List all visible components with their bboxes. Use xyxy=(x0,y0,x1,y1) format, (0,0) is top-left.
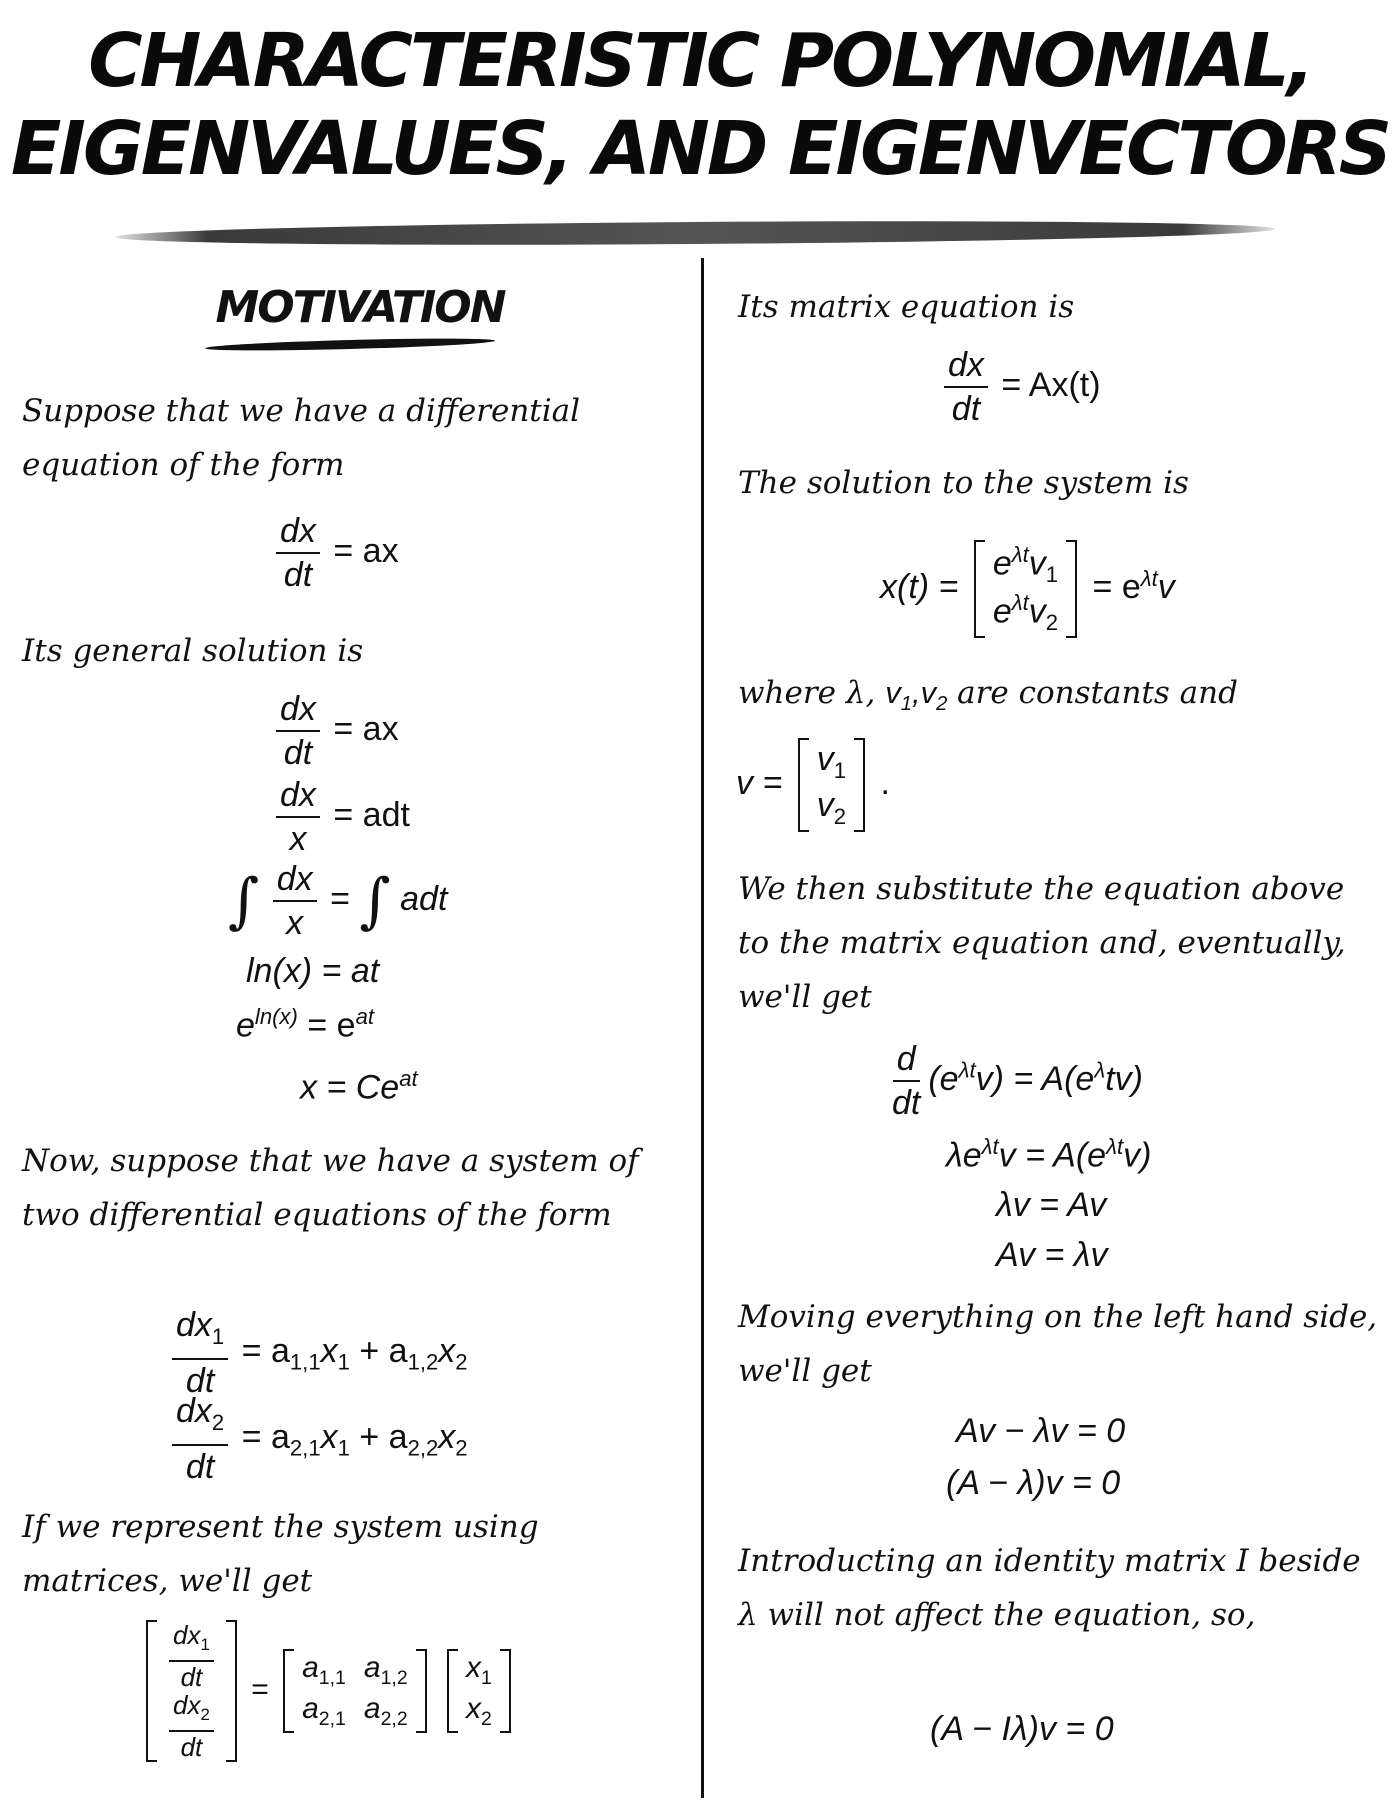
right-paragraph-2: The solution to the system is xyxy=(738,465,1189,501)
matrix-system: $\frac{dx_1}{dt}$ $\frac{dx_2}{dt}$ = $a_{1,1}$ $a_{1,2}$ $a_{2,1}$ $a_{2,2}$ $x_1$ $x_2$ xyxy=(140,1620,517,1762)
title-line-1: CHARACTERISTIC POLYNOMIAL, xyxy=(88,18,1312,104)
system-solution: x(t) = $e^{\lambda t}v_1$ $e^{\lambda t}v_2$ = $e^{\lambda t}v$ xyxy=(880,540,1175,638)
solution-step-6: $x = Ce^{at}$ xyxy=(300,1066,418,1107)
page-title xyxy=(0,18,1400,194)
coefficient-matrix: $a_{1,1}$ $a_{1,2}$ $a_{2,1}$ $a_{2,2}$ xyxy=(283,1649,427,1733)
equation-dx-dt-ax: $\frac{dx}{dt}$ = ax xyxy=(272,512,399,594)
left-paragraph-4: If we represent the system using matrices, we'll get xyxy=(22,1509,539,1599)
left-paragraph-3: Now, suppose that we have a system of two differential equations of the form xyxy=(22,1143,639,1233)
title-brush-underline xyxy=(115,218,1275,248)
derivation-line-3: λv = Av xyxy=(996,1186,1107,1224)
right-paragraph-5: Moving everything on the left hand side, we'll get xyxy=(738,1299,1378,1389)
derivation-line-4: Av = λv xyxy=(996,1236,1108,1274)
column-divider xyxy=(701,258,704,1798)
left-paragraph-2: Its general solution is xyxy=(22,633,364,669)
x-vector: $x_1$ $x_2$ xyxy=(447,1649,511,1733)
solution-step-4: ln(x) = at xyxy=(246,952,380,990)
rearranged-equation-2: (A − λ)v = 0 xyxy=(946,1464,1121,1502)
eigen-equation: (A − Iλ)v = 0 xyxy=(930,1710,1114,1748)
rearranged-equation-1: Av − λv = 0 xyxy=(956,1412,1126,1450)
right-paragraph-1: Its matrix equation is xyxy=(738,289,1075,325)
solution-step-1: $\frac{dx}{dt}$ = ax xyxy=(272,690,399,772)
right-paragraph-4: We then substitute the equation above to the matrix equation and, eventually, we'll get xyxy=(738,871,1346,1015)
derivative-vector: $\frac{dx_1}{dt}$ $\frac{dx_2}{dt}$ xyxy=(146,1620,237,1762)
derivation-line-1: $\frac{d}{dt}$ $(e^{\lambda t}v) = A(e^\lambda tv)$ xyxy=(892,1040,1143,1122)
system-equation-1: $\frac{dx_1}{dt}$ = $a_{1,1}x_1 + a_{1,2}x_2$ xyxy=(168,1306,468,1400)
solution-step-2: $\frac{dx}{x}$ = adt xyxy=(272,776,410,858)
right-paragraph-6: Introducting an identity matrix I beside λ will not affect the equation, so, xyxy=(738,1543,1361,1633)
solution-step-3: ∫ $\frac{dx}{x}$ = ∫ adt xyxy=(228,860,448,942)
matrix-equation: $\frac{dx}{dt}$ = Ax(t) xyxy=(940,346,1101,428)
v-vector-definition: v = $v_1$ $v_2$ . xyxy=(736,738,890,832)
section-heading-motivation: MOTIVATION xyxy=(215,282,505,333)
solution-step-5: $e^{ln(x)} = e^{at}$ xyxy=(236,1004,374,1045)
left-paragraph-1: Suppose that we have a differential equation of the form xyxy=(22,393,581,483)
derivation-line-2: $\lambda e^{\lambda t}v = A(e^{\lambda t}v)$ xyxy=(946,1134,1152,1175)
system-equation-2: $\frac{dx_2}{dt}$ = $a_{2,1}x_1 + a_{2,2}x_2$ xyxy=(168,1392,468,1486)
title-line-2: EIGENVALUES, AND EIGENVECTORS xyxy=(10,106,1390,192)
right-paragraph-3: where λ, $v_1,v_2$ are constants and xyxy=(738,675,1238,716)
section-heading-underline xyxy=(205,336,495,353)
